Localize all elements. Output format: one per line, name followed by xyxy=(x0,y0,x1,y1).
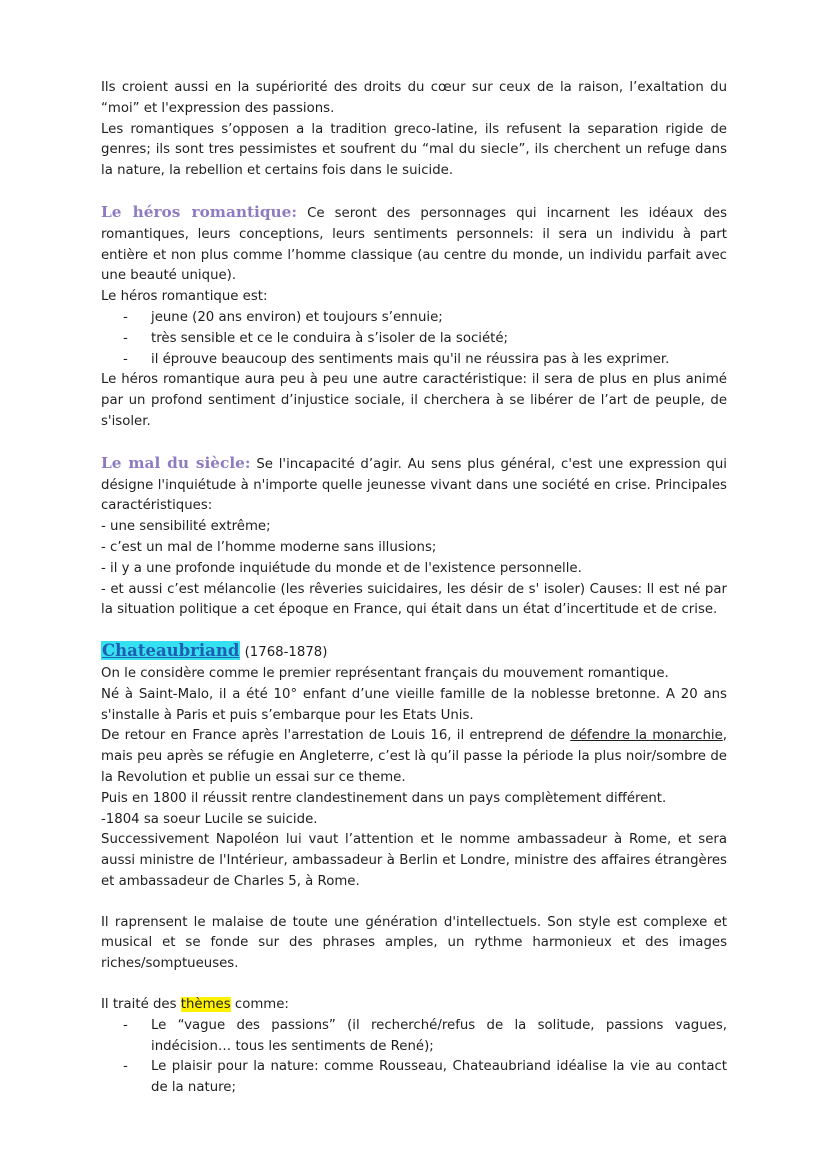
chateaubriand-paragraph: Puis en 1800 il réussit rentre clandestinement dans un pays complètement différent. xyxy=(101,790,667,806)
chateaubriand-paragraph: Successivement Napoléon lui vaut l’attention et le nomme ambassadeur à Rome, et sera aussi ministre de l'Intérieur, ambassadeur à Berlin et Londre, ministre des affaires étrangères et ambassadeur de Charles 5, à Rome. xyxy=(101,832,727,889)
chateaubriand-paragraph: -1804 sa soeur Lucile se suicide. xyxy=(101,811,318,827)
mal-paragraph xyxy=(101,453,727,517)
list-item: - Le “vague des passions” (il recherché/refus de la solitude, passions vagues, indécision… tous les sentiments de René); xyxy=(123,1016,727,1058)
heros-paragraph xyxy=(101,202,727,287)
chateaubriand-paragraph: On le considère comme le premier représentant français du mouvement romantique. xyxy=(101,665,669,681)
themes-list xyxy=(101,1016,727,1099)
text-segment: Il traité des xyxy=(101,997,181,1013)
intro-paragraph-1: Ils croient aussi en la supériorité des droits du cœur sur ceux de la raison, l’exaltation du “moi” et l'expression des passions. xyxy=(101,80,727,116)
list-item: - Le plaisir pour la nature: comme Rousseau, Chateaubriand idéalise la vie au contact de la nature; xyxy=(123,1057,727,1099)
chateaubriand-dates: (1768-1878) xyxy=(240,645,328,661)
chateaubriand-paragraph xyxy=(101,726,727,788)
style-paragraph: Il raprensent le malaise de toute une génération d'intellectuels. Son style est complexe et musical et se fonde sur des phrases amples, un rythme harmonieux et des images riches/somptueuses. xyxy=(101,914,727,972)
intro-paragraph-2: Les romantiques s’opposen a la tradition greco-latine, ils refusent la separation rigide de genres; ils sont tres pessimistes et soufrent du “mal du siecle”, ils cherchent un refuge dans la nature, la rebellion et certains fois dans le suicide. xyxy=(101,121,727,179)
text-segment: De retour en France après l'arrestation de Louis 16, il entreprend de xyxy=(101,728,571,744)
heros-lead: Le héros romantique est: xyxy=(101,289,268,305)
heros-after: Le héros romantique aura peu à peu une autre caractéristique: il sera de plus en plus animé par un profond sentiment d’injustice sociale, il cherchera à se libérer de l’art de peuple, de s'isoler. xyxy=(101,372,727,429)
mal-line: - une sensibilité extrême; xyxy=(101,519,271,535)
themes-lead xyxy=(101,995,727,1016)
highlighted-text: thèmes xyxy=(180,997,231,1013)
list-item: - très sensible et ce le conduira à s’isoler de la société; xyxy=(123,329,727,350)
chateaubriand-heading xyxy=(101,641,727,664)
mal-line: - c’est un mal de l’homme moderne sans illusions; xyxy=(101,539,437,555)
heros-title: Le héros romantique: xyxy=(101,202,298,221)
chateaubriand-paragraph: Né à Saint-Malo, il a été 10° enfant d’une vieille famille de la noblesse bretonne. A 20 ans s'installe à Paris et puis s’embarque pour les Etats Unis. xyxy=(101,686,727,723)
text-segment: comme: xyxy=(230,997,289,1013)
mal-title: Le mal du siècle: xyxy=(101,453,251,472)
text-segment: , mais peu après se réfugie en Angleterre, c’est là qu’il passe la période la plus noir/sombre de la Revolution et publie un essai sur ce theme. xyxy=(101,728,727,785)
list-item: - jeune (20 ans environ) et toujours s’ennuie; xyxy=(123,308,727,329)
mal-line: - il y a une profonde inquiétude du monde et de l'existence personnelle. xyxy=(101,560,582,576)
chateaubriand-title: Chateaubriand xyxy=(102,641,240,661)
mal-line: - et aussi c’est mélancolie (les rêveries suicidaires, les désir de s' isoler) Causes: Il est né par la situation politique a cet époque en France, qui était dans un état d’incertitude et de crise. xyxy=(101,581,727,618)
heros-text: Ce seront des personnages qui incarnent les idéaux des romantiques, leurs conceptions, leurs sentiments personnels: il sera un individu à part entière et non plus comme l’homme classique (au centre du monde, un individu parfait avec une beauté unique). xyxy=(101,205,727,284)
list-item: - il éprouve beaucoup des sentiments mais qu'il ne réussira pas à les exprimer. xyxy=(123,350,727,371)
mal-text: Se l'incapacité d’agir. Au sens plus général, c'est une expression qui désigne l'inquiétude à n'importe quelle jeunesse vivant dans une société en crise. Principales caractéristiques: xyxy=(101,456,727,514)
heros-list xyxy=(101,308,727,370)
underlined-text: défendre la monarchie xyxy=(570,728,723,744)
